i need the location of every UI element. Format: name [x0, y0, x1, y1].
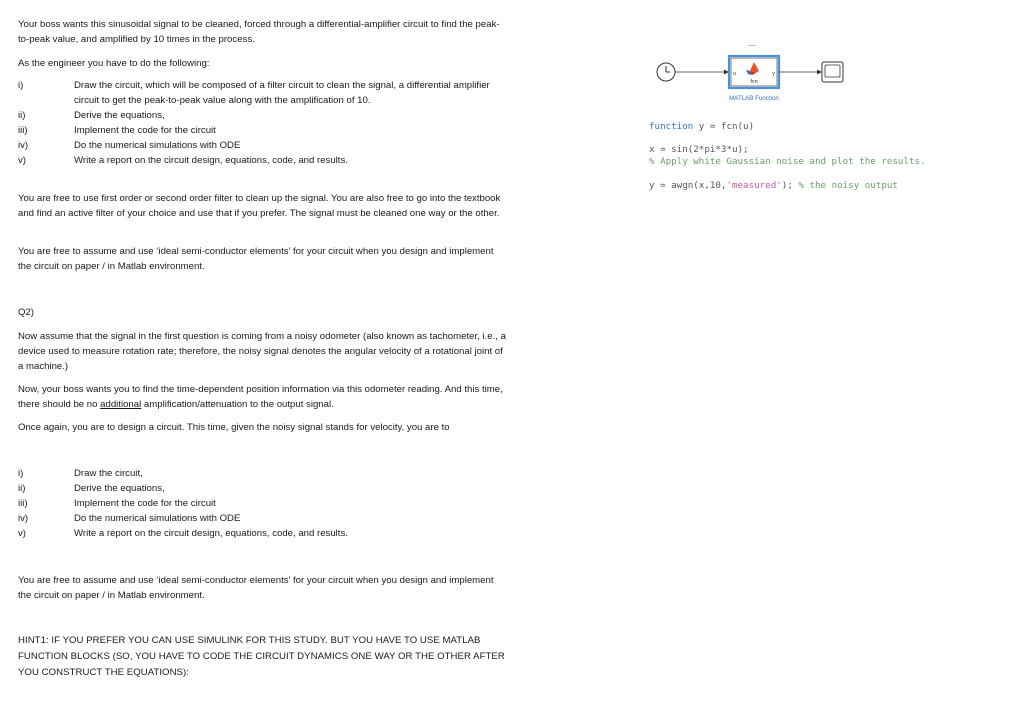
list-item-text: Do the numerical simulations with ODE — [74, 140, 241, 151]
hint-line-3: YOU CONSTRUCT THE EQUATIONS): — [18, 667, 189, 678]
q1-lead: As the engineer you have to do the following: — [18, 58, 210, 69]
list-item-number: iv) — [18, 140, 29, 151]
list-item-number: iii) — [18, 498, 28, 509]
list-item-text: Do the numerical simulations with ODE — [74, 513, 241, 524]
q2-ideal-note: You are free to assume and use ‘ideal semi-conductor elements’ for your circuit when you design and implement the circuit on paper / in Matlab environment. — [18, 575, 494, 601]
block-name: fcn — [750, 79, 758, 85]
code-keyword: function — [649, 121, 694, 132]
arrow-head-out-icon — [817, 70, 822, 75]
block-dots: ... — [748, 38, 756, 48]
list-item-number: iii) — [18, 125, 28, 136]
clock-icon — [657, 63, 675, 81]
code-awgn-close: ); — [781, 180, 799, 191]
block-in-port: u — [733, 71, 737, 77]
code-line-3-comment: % Apply white Gaussian noise and plot the results. — [649, 156, 926, 167]
code-string: 'measured' — [726, 180, 782, 191]
simulink-diagram — [640, 38, 870, 118]
list-item-number: v) — [18, 155, 26, 166]
q2-label: Q2) — [18, 307, 34, 318]
scope-icon — [822, 62, 843, 82]
code-comment: % the noisy output — [798, 180, 898, 191]
q2-intro: Now assume that the signal in the first question is coming from a noisy odometer (also known as tachometer, i.e., a device used to measure rotation rate; therefore, the noisy signal denotes the angular velocity of a rotational joint of a machine.) — [18, 331, 506, 372]
block-caption: MATLAB Function — [729, 95, 779, 102]
code-line-1 — [649, 121, 754, 133]
q2-boss-paragraph — [18, 382, 508, 412]
list-item-text: Derive the equations, — [74, 110, 165, 121]
code-line-4 — [649, 180, 898, 192]
list-item-number: ii) — [18, 110, 26, 121]
q1-filter-note: You are free to use first order or second order filter to clean up the signal. You are also free to go into the textbook and find an active filter of your choice and use that if you prefer. The signal must be cleaned one way or the other. — [18, 193, 501, 219]
list-item-text: Write a report on the circuit design, equations, code, and results. — [74, 155, 348, 166]
list-item-text: Write a report on the circuit design, equations, code, and results. — [74, 528, 348, 539]
list-item-text: Derive the equations, — [74, 483, 165, 494]
list-item-text: Draw the circuit, — [74, 468, 143, 479]
list-item-text: Draw the circuit, which will be composed of a filter circuit to clean the signal, a differential amplifier circuit to get the peak-to-peak value along with the amplification of 10. — [74, 80, 490, 106]
hint-line-2: FUNCTION BLOCKS (SO, YOU HAVE TO CODE THE CIRCUIT DYNAMICS ONE WAY OR THE OTHER AFTER — [18, 651, 505, 662]
q1-ideal-note: You are free to assume and use ‘ideal semi-conductor elements’ for your circuit when you design and implement the circuit on paper / in Matlab environment. — [18, 246, 494, 272]
code-line-2: x = sin(2*pi*3*u); — [649, 144, 749, 155]
q2-boss-post: amplification/attenuation to the output signal. — [141, 399, 334, 410]
list-item-number: ii) — [18, 483, 26, 494]
q2-boss-underlined: additional — [100, 399, 142, 410]
list-item-number: i) — [18, 80, 24, 91]
list-item-text: Implement the code for the circuit — [74, 498, 216, 509]
code-awgn-call: y = awgn(x,10, — [649, 180, 727, 191]
code-signature: y = fcn(u) — [693, 121, 755, 132]
list-item-number: v) — [18, 528, 26, 539]
list-item-number: iv) — [18, 513, 29, 524]
q1-intro: Your boss wants this sinusoidal signal to be cleaned, forced through a differential-amplifier circuit to find the peak-to-peak value, and amplified by 10 times in the process. — [18, 19, 500, 45]
hint-line-1: HINT1: IF YOU PREFER YOU CAN USE SIMULINK FOR THIS STUDY. BUT YOU HAVE TO USE MATLAB — [18, 635, 481, 646]
list-item-text: Implement the code for the circuit — [74, 125, 216, 136]
q2-boss-pre: Now, your boss wants you to find the time-dependent position information via this odometer reading. And this time, there should be no — [18, 384, 503, 410]
q2-lead: Once again, you are to design a circuit. This time, given the noisy signal stands for velocity, you are to — [18, 422, 450, 433]
block-out-port: y — [772, 71, 775, 77]
list-item-number: i) — [18, 468, 24, 479]
